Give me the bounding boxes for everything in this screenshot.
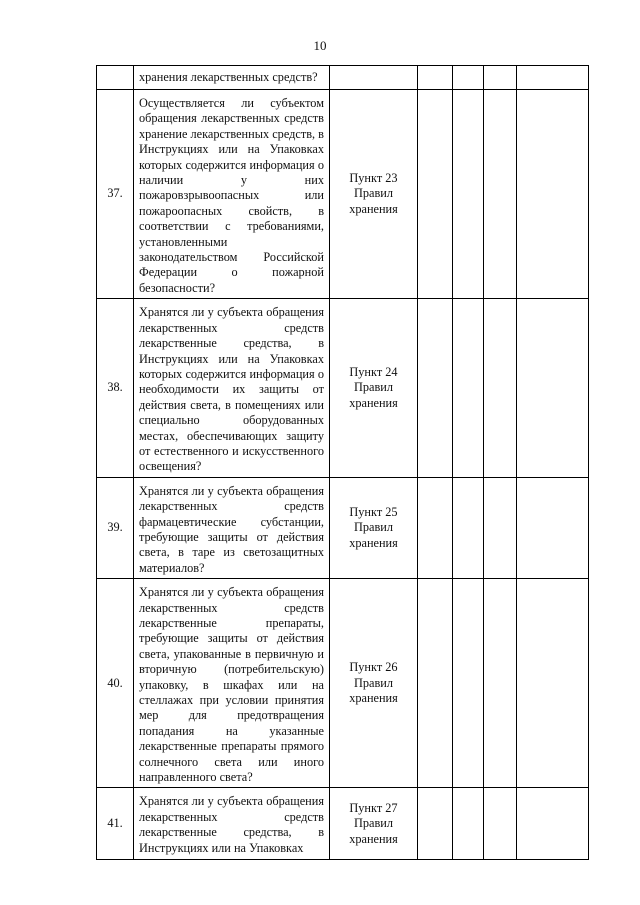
answer-no-cell[interactable] [453, 299, 484, 477]
answer-yes-cell[interactable] [418, 579, 453, 788]
note-cell[interactable] [517, 299, 589, 477]
answer-na-cell[interactable] [484, 90, 517, 299]
question-text: Хранятся ли у субъекта обращения лекарственных средств лекарственные препараты, требующие защиты от действия света, упакованные в первичную и вторичную (потребительскую) упаковку, в шкафах или на стеллажах при условии принятия мер для предотвращения попадания на указанные лекарственные препараты прямого солнечного света или иного направленного света? [139, 585, 324, 785]
note-cell[interactable] [517, 66, 589, 90]
row-number: 38. [97, 299, 134, 477]
reference-cell [330, 579, 418, 788]
answer-na-cell[interactable] [484, 299, 517, 477]
answer-na-cell[interactable] [484, 66, 517, 90]
page-number: 10 [313, 38, 327, 53]
answer-yes-cell[interactable] [418, 66, 453, 90]
question-cell [134, 66, 330, 90]
answer-yes-cell[interactable] [418, 477, 453, 578]
reference-line: Правил [353, 380, 393, 395]
reference-line: хранения [349, 201, 398, 216]
reference-line: Правил [353, 816, 393, 831]
reference-cell [330, 66, 418, 90]
answer-no-cell[interactable] [453, 66, 484, 90]
reference-cell [330, 477, 418, 578]
answer-no-cell[interactable] [453, 788, 484, 860]
question-cell [134, 477, 330, 578]
answer-yes-cell[interactable] [418, 90, 453, 299]
table-row [97, 788, 589, 860]
reference-line: Правил [353, 675, 393, 690]
answer-na-cell[interactable] [484, 579, 517, 788]
reference-line: хранения [349, 395, 398, 410]
row-number [97, 66, 134, 90]
table-row [97, 299, 589, 477]
reference-line: хранения [349, 831, 398, 846]
reference-line: Пункт 25 [349, 504, 398, 519]
reference-cell [330, 788, 418, 860]
table-row [97, 579, 589, 788]
reference-line: Пункт 27 [349, 800, 398, 815]
table-row [97, 90, 589, 299]
reference-line: хранения [349, 691, 398, 706]
note-cell[interactable] [517, 788, 589, 860]
reference-line: Пункт 26 [349, 660, 398, 675]
answer-no-cell[interactable] [453, 477, 484, 578]
question-text: Хранятся ли у субъекта обращения лекарственных средств лекарственные средства, в Инструкциях или на Упаковках которых содержится информация о необходимости их защиты от действия света, в помещениях или специально оборудованных местах, обеспечивающих защиту от естественного и искусственного освещения? [139, 305, 324, 474]
row-number: 40. [97, 579, 134, 788]
reference-line: Правил [353, 520, 393, 535]
question-cell [134, 90, 330, 299]
answer-yes-cell[interactable] [418, 788, 453, 860]
reference-line: Пункт 24 [349, 364, 398, 379]
answer-na-cell[interactable] [484, 788, 517, 860]
answer-yes-cell[interactable] [418, 299, 453, 477]
reference-line: Правил [353, 186, 393, 201]
question-text: Хранятся ли у субъекта обращения лекарственных средств фармацевтические субстанции, требующие защиты от действия света, в таре из светозащитных материалов? [139, 483, 324, 575]
question-cell [134, 788, 330, 860]
note-cell[interactable] [517, 477, 589, 578]
reference-line: Пункт 23 [349, 171, 398, 186]
reference-cell [330, 299, 418, 477]
row-number: 41. [97, 788, 134, 860]
reference-line: хранения [349, 535, 398, 550]
question-text: Хранятся ли у субъекта обращения лекарственных средств лекарственные средства, в Инструкциях или на Упаковках [139, 794, 324, 855]
table-row [97, 477, 589, 578]
answer-na-cell[interactable] [484, 477, 517, 578]
checklist-table [96, 65, 589, 860]
note-cell[interactable] [517, 90, 589, 299]
note-cell[interactable] [517, 579, 589, 788]
question-text: Осуществляется ли субъектом обращения лекарственных средств хранение лекарственных средств, в Инструкциях или на Упаковках которых содержится информация о наличии у них пожаровзрывоопасных или пожароопасных свойств, в соответствии с требованиями, установленными законодательством Российской Федерации о пожарной безопасности? [139, 96, 324, 295]
row-number: 37. [97, 90, 134, 299]
answer-no-cell[interactable] [453, 579, 484, 788]
question-cell [134, 579, 330, 788]
answer-no-cell[interactable] [453, 90, 484, 299]
continuation-row [97, 66, 589, 90]
row-number: 39. [97, 477, 134, 578]
question-text: хранения лекарственных средств? [139, 70, 318, 84]
question-cell [134, 299, 330, 477]
reference-cell [330, 90, 418, 299]
